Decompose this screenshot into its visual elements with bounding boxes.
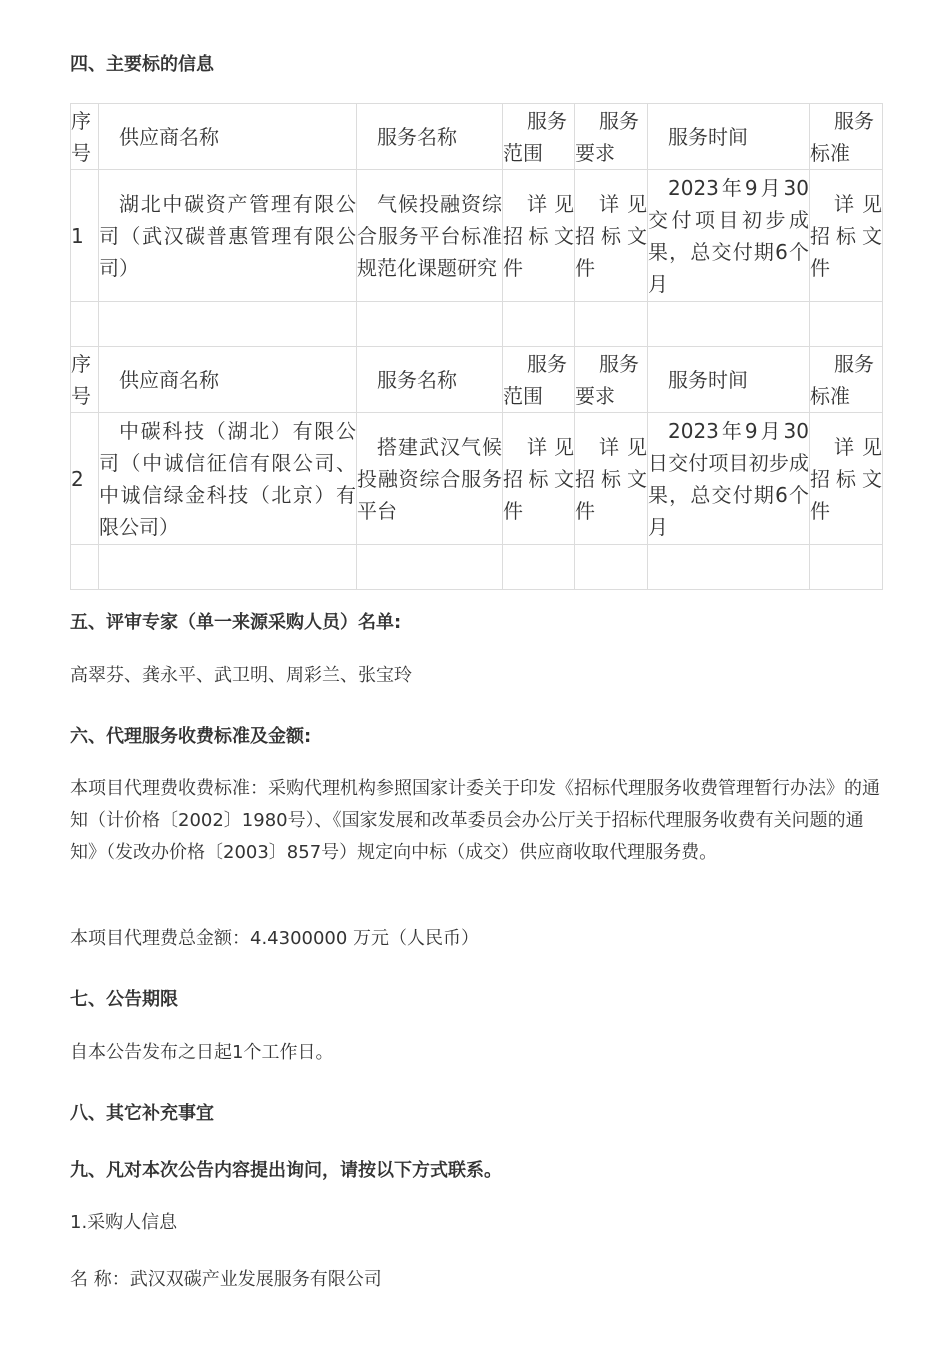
section6-title: 六、代理服务收费标准及金额: [70,726,312,747]
section5-title: 五、评审专家（单一来源采购人员）名单: [70,612,402,633]
row2-standard: 详见招标文件 [810,413,883,545]
header-requirement: 服务要求 [575,104,648,170]
header-time: 服务时间 [648,104,810,170]
header-standard: 服务标准 [810,347,883,413]
section4-title: 四、主要标的信息 [70,54,214,75]
row1-standard: 详见招标文件 [810,170,883,302]
row2-time: 2023年9月30日交付项目初步成果，总交付期6个月 [648,413,810,545]
header-standard: 服务标准 [810,104,883,170]
section8-title: 八、其它补充事宜 [70,1103,214,1124]
row2-supplier: 中碳科技（湖北）有限公司（中诚信征信有限公司、中诚信绿金科技（北京）有限公司） [99,413,357,545]
purchaser-heading: 1.采购人信息 [70,1212,178,1233]
header-seq: 序号 [71,104,99,170]
table-row [71,170,883,302]
row2-scope: 详见招标文件 [503,413,575,545]
table-header-row [71,347,883,413]
header-supplier: 供应商名称 [99,104,357,170]
row1-service-name: 气候投融资综合服务平台标准规范化课题研究 [357,170,503,302]
header-time: 服务时间 [648,347,810,413]
header-scope: 服务范围 [503,104,575,170]
header-service-name: 服务名称 [357,104,503,170]
header-supplier: 供应商名称 [99,347,357,413]
header-seq: 序号 [71,347,99,413]
row1-scope: 详见招标文件 [503,170,575,302]
section7-content: 自本公告发布之日起1个工作日。 [70,1042,334,1063]
purchaser-name: 名 称：武汉双碳产业发展服务有限公司 [70,1269,382,1290]
award-table [70,103,883,590]
section6-standard: 本项目代理费收费标准：采购代理机构参照国家计委关于印发《招标代理服务收费管理暂行办法》的通知（计价格〔2002〕1980号）、《国家发展和改革委员会办公厅关于招标代理服务收费有关问题的通知》（发改办价格〔2003〕857号）规定向中标（成交）供应商收取代理服务费。 [70,778,880,863]
section5-content: 高翠芬、龚永平、武卫明、周彩兰、张宝玲 [70,665,412,686]
section9-title: 九、凡对本次公告内容提出询问，请按以下方式联系。 [70,1160,502,1181]
row1-seq: 1 [71,170,99,302]
row2-service-name: 搭建武汉气候投融资综合服务平台 [357,413,503,545]
row1-supplier: 湖北中碳资产管理有限公司（武汉碳普惠管理有限公司） [99,170,357,302]
row1-time: 2023年9月30交付项目初步成果，总交付期6个月 [648,170,810,302]
section7-title: 七、公告期限 [70,989,178,1010]
table-header-row [71,104,883,170]
row2-requirement: 详见招标文件 [575,413,648,545]
row2-seq: 2 [71,413,99,545]
section6-amount: 本项目代理费总金额：4.4300000 万元（人民币） [70,928,480,949]
empty-row [71,302,883,347]
header-requirement: 服务要求 [575,347,648,413]
row1-requirement: 详见招标文件 [575,170,648,302]
empty-row [71,545,883,590]
header-service-name: 服务名称 [357,347,503,413]
table-row [71,413,883,545]
header-scope: 服务范围 [503,347,575,413]
